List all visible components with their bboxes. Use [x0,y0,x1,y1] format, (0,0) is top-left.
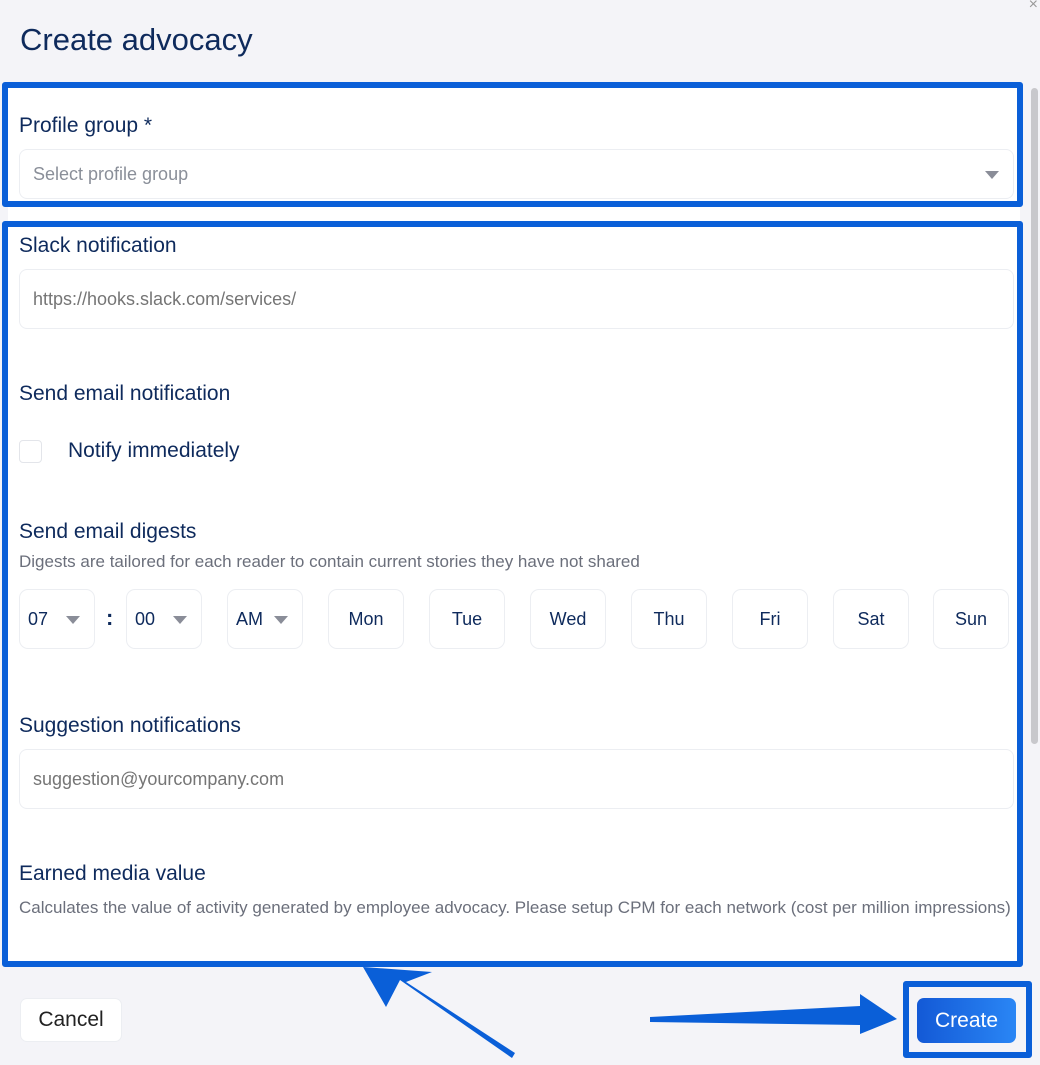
day-sat-button[interactable]: Sat [833,589,909,649]
hour-value: 07 [28,608,49,629]
day-wed-button[interactable]: Wed [530,589,606,649]
ampm-value: AM [236,608,263,629]
time-separator: : [106,605,114,630]
close-icon[interactable]: × [1028,0,1038,13]
arrow-right [650,994,897,1034]
profile-group-label: Profile group * [19,114,153,137]
suggestion-label: Suggestion notifications [19,714,241,737]
profile-group-placeholder: Select profile group [33,163,189,184]
slack-label: Slack notification [19,234,177,257]
minute-value: 00 [135,608,156,629]
emv-label: Earned media value [19,862,206,885]
day-fri-button[interactable]: Fri [732,589,808,649]
arrow-up-left [363,967,515,1058]
cancel-button[interactable]: Cancel [20,998,122,1042]
day-sun-button[interactable]: Sun [933,589,1009,649]
notify-immediately-label[interactable]: Notify immediately [68,439,240,462]
email-notification-label: Send email notification [19,382,231,405]
day-tue-button[interactable]: Tue [429,589,505,649]
digests-description: Digests are tailored for each reader to contain current stories they have not shared [19,552,640,571]
day-thu-button[interactable]: Thu [631,589,707,649]
create-button[interactable]: Create [917,998,1016,1043]
digests-label: Send email digests [19,520,197,543]
page-title: Create advocacy [20,22,253,57]
day-mon-button[interactable]: Mon [328,589,404,649]
emv-description: Calculates the value of activity generated by employee advocacy. Please setup CPM for each network (cost per million impressions) [19,898,1011,917]
